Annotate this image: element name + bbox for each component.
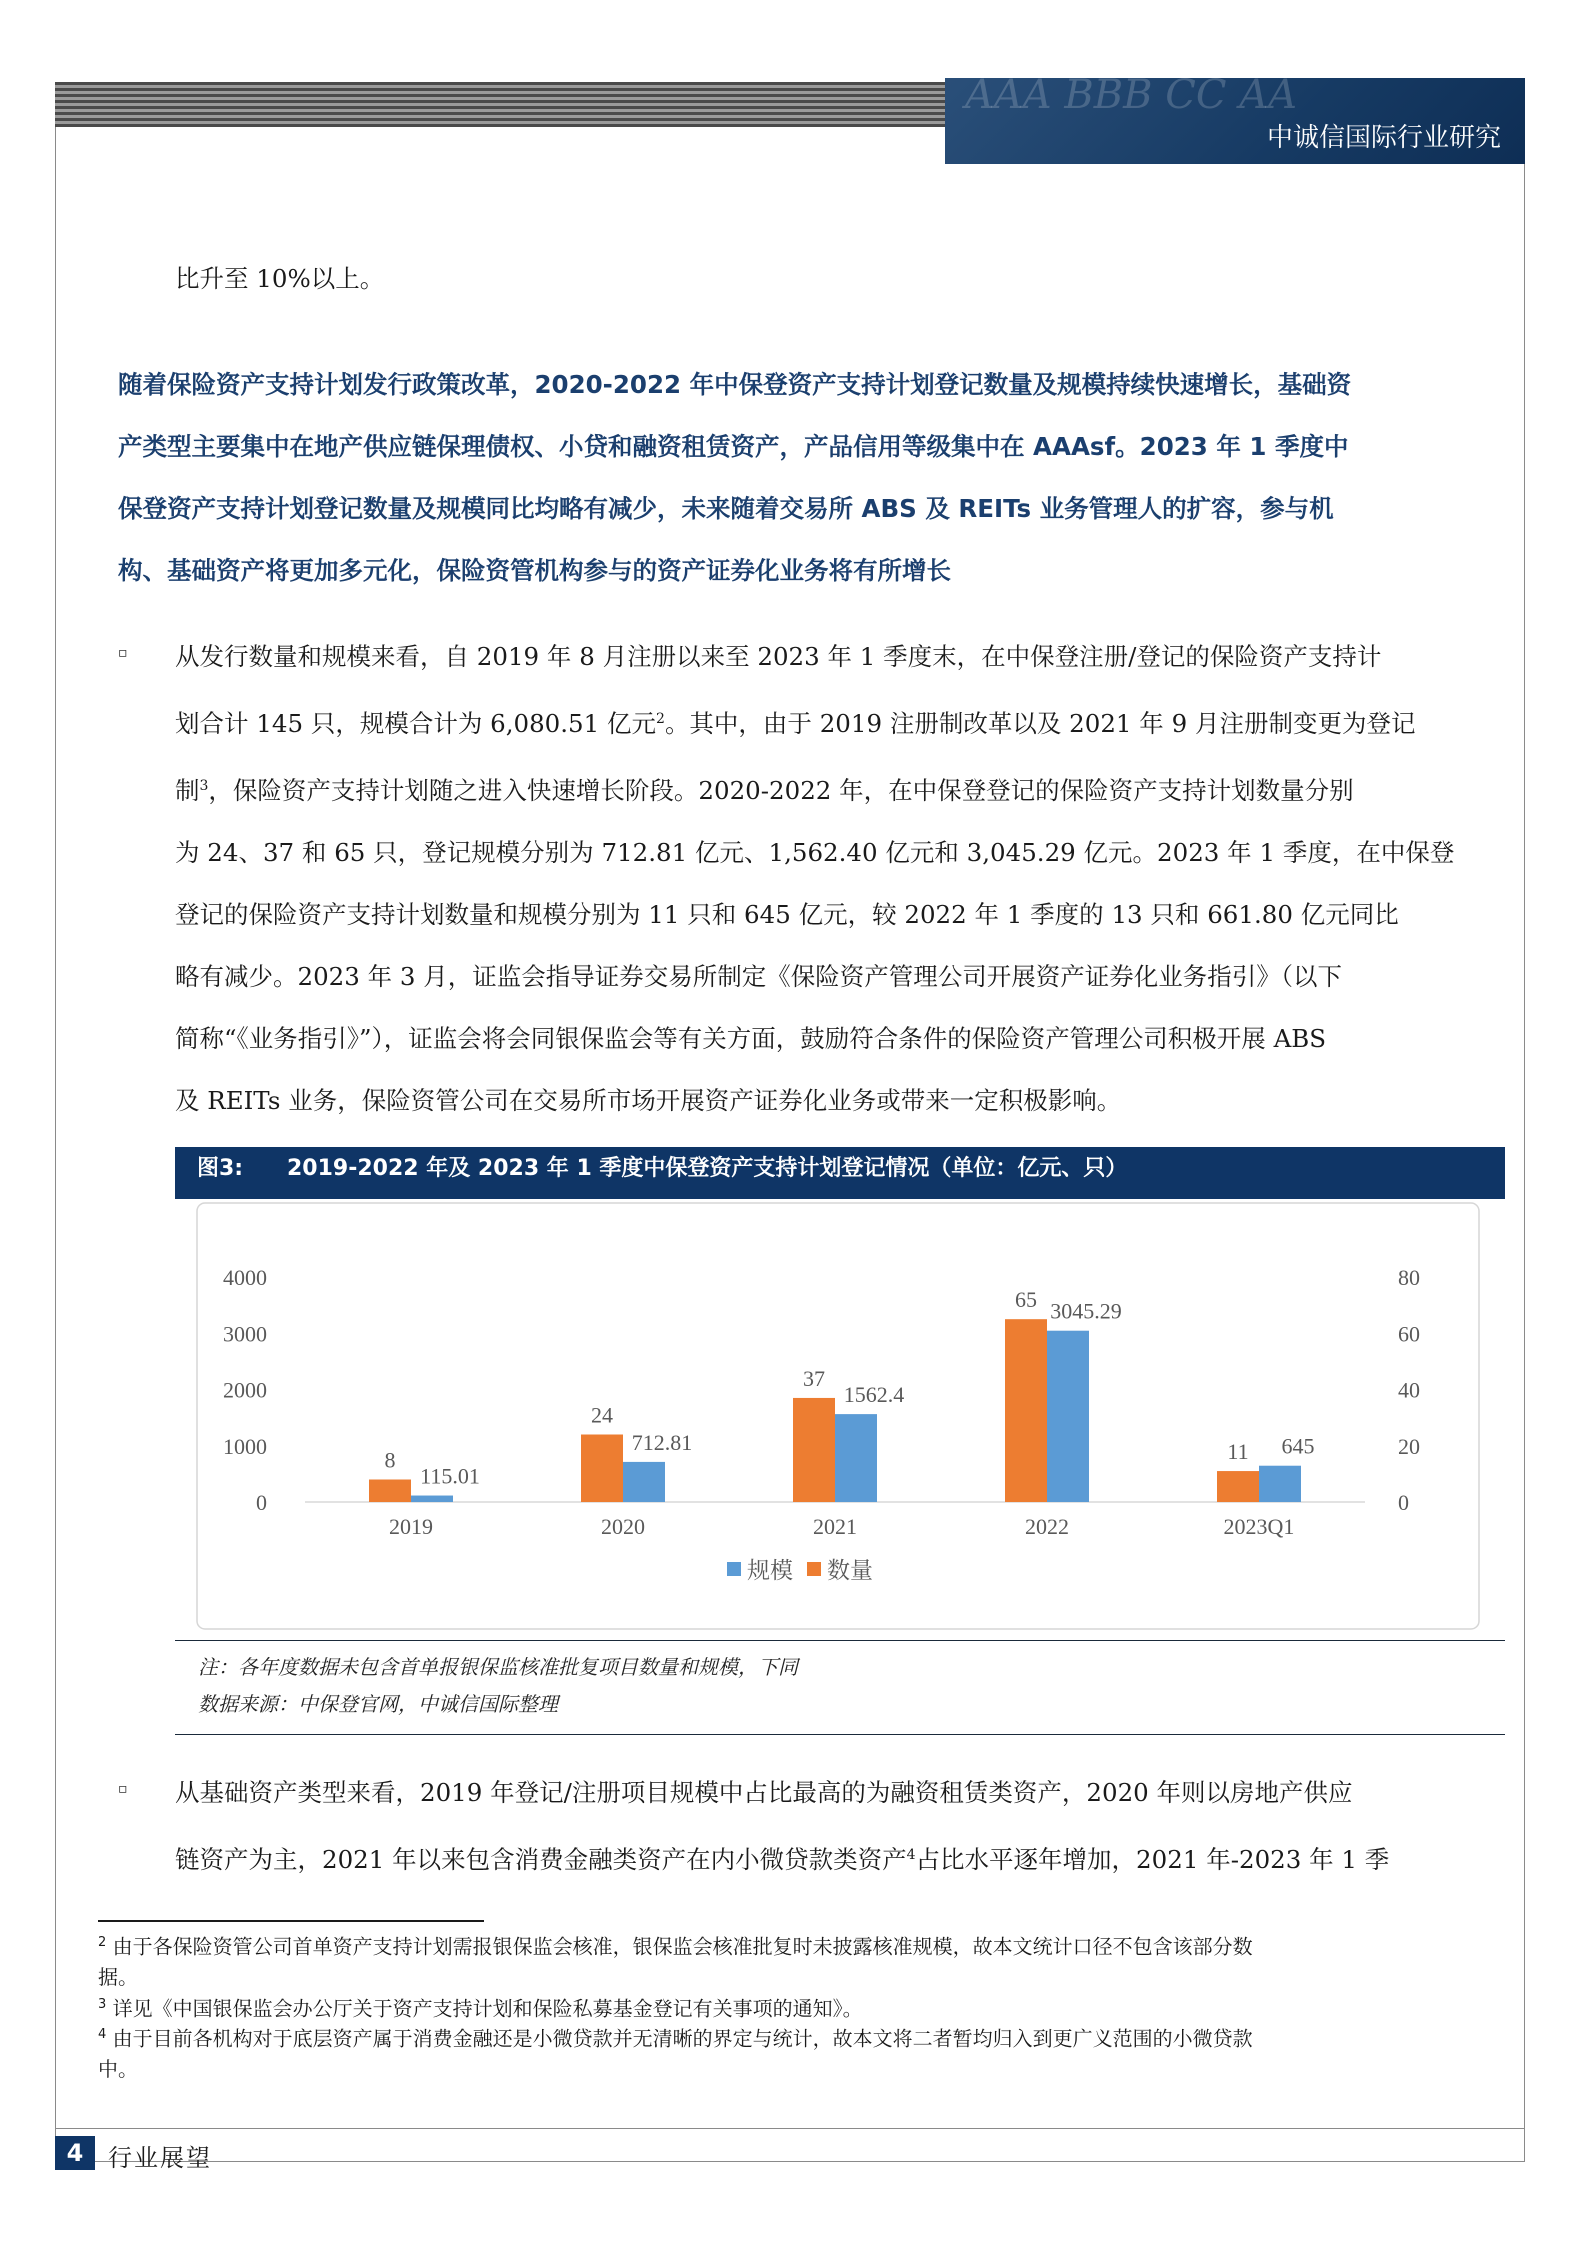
para-line: 制$^3$，保险资产支持计划随之进入快速增长阶段。2020-2022 年，在中保登登记的保险资产支持计划数量分别 xyxy=(175,776,1354,806)
y-right-tick-label: 20 xyxy=(1398,1433,1420,1459)
data-label-quantity: 37 xyxy=(803,1365,825,1391)
para-line: 及 REITs 业务，保险资管公司在交易所市场开展资产证券化业务或带来一定积极影响。 xyxy=(175,1086,1122,1116)
footnote-3: $^3$ 详见《中国银保监会办公厅关于资产支持计划和保险私募基金登记有关事项的通知》。 xyxy=(98,1996,863,2021)
banner-deco-text: AAA BBB CC AA xyxy=(965,78,1297,118)
y-left-tick-label: 0 xyxy=(256,1490,267,1515)
bullet-marker: ▫ xyxy=(118,645,128,661)
x-tick-label: 2021 xyxy=(813,1514,857,1539)
figure-source: 数据来源：中保登官网，中诚信国际整理 xyxy=(198,1692,558,1716)
data-label-quantity: 8 xyxy=(384,1447,396,1473)
figure-title: 2019-2022 年及 2023 年 1 季度中保登资产支持计划登记情况（单位：亿元、只） xyxy=(287,1156,1128,1181)
data-label-size: 115.01 xyxy=(420,1463,480,1489)
bar-quantity xyxy=(369,1480,411,1503)
bar-size xyxy=(1047,1331,1089,1502)
bullet-paragraph-issuance xyxy=(175,626,1495,1132)
legend-label: 数量 xyxy=(827,1558,873,1583)
chart-container xyxy=(175,1199,1505,1639)
data-label-quantity: 11 xyxy=(1227,1439,1249,1465)
y-left-tick-label: 1000 xyxy=(223,1433,267,1459)
data-label-size: 712.81 xyxy=(631,1429,693,1455)
footnote-ref[interactable]: 4 xyxy=(906,1847,916,1863)
header-stripes xyxy=(55,82,945,127)
x-tick-label: 2019 xyxy=(389,1514,433,1539)
footer-label: 行业展望 xyxy=(108,2144,212,2172)
x-tick-label: 2022 xyxy=(1025,1514,1069,1539)
lead-line: 产类型主要集中在地产供应链保理债权、小贷和融资租赁资产，产品信用等级集中在 AAAsf。2023 年 1 季度中 xyxy=(118,432,1349,461)
y-left-tick-label: 4000 xyxy=(223,1265,267,1290)
bar-size xyxy=(835,1414,877,1502)
y-right-tick-label: 80 xyxy=(1398,1265,1420,1290)
legend-label: 规模 xyxy=(747,1558,793,1583)
footnote-4: $^4$ 由于目前各机构对于底层资产属于消费金融还是小微贷款并无清晰的界定与统计，故本文将二者暂均归入到更广义范围的小微贷款 中。 xyxy=(98,2026,1253,2081)
data-label-quantity: 65 xyxy=(1015,1287,1037,1313)
bar-chart xyxy=(175,1199,1505,1639)
bar-size xyxy=(411,1496,453,1502)
para-line: 略有减少。2023 年 3 月，证监会指导证券交易所制定《保险资产管理公司开展资产证券化业务指引》（以下 xyxy=(175,962,1343,992)
continued-line: 比升至 10%以上。 xyxy=(175,264,385,293)
figure-rule-top xyxy=(175,1640,1505,1641)
footnote-ref[interactable]: 2 xyxy=(656,711,665,727)
para-line: 登记的保险资产支持计划数量和规模分别为 11 只和 645 亿元，较 2022 年 1 季度的 13 只和 661.80 亿元同比 xyxy=(175,900,1399,930)
x-tick-label: 2020 xyxy=(601,1514,645,1539)
bullet-paragraph-asset-type xyxy=(175,1762,1495,1891)
footnote-2: $^2$ 由于各保险资管公司首单资产支持计划需报银保监会核准，银保监会核准批复时未披露核准规模，故本文统计口径不包含该部分数 据。 xyxy=(98,1934,1253,1989)
y-right-tick-label: 60 xyxy=(1398,1321,1420,1347)
lead-line: 随着保险资产支持计划发行政策改革，2020-2022 年中保登资产支持计划登记数量及规模持续快速增长，基础资 xyxy=(118,370,1352,399)
header-title: 中诚信国际行业研究 xyxy=(1266,123,1501,153)
y-right-tick-label: 0 xyxy=(1398,1490,1409,1515)
y-left-tick-label: 2000 xyxy=(223,1377,267,1403)
lead-paragraph xyxy=(118,354,1496,602)
footnote-number: 3 xyxy=(98,1997,107,2012)
bar-size xyxy=(623,1462,665,1502)
lead-line: 保登资产支持计划登记数量及规模同比均略有减少，未来随着交易所 ABS 及 REITs 业务管理人的扩容，参与机 xyxy=(118,494,1334,523)
footnote-number: 4 xyxy=(98,2027,107,2042)
y-right-tick-label: 40 xyxy=(1398,1377,1420,1403)
figure-label: 图3: xyxy=(197,1156,244,1181)
legend-swatch xyxy=(727,1562,741,1576)
para-line: 从基础资产类型来看，2019 年登记/注册项目规模中占比最高的为融资租赁类资产，2020 年则以房地产供应 xyxy=(175,1778,1353,1807)
para-line: 为 24、37 和 65 只，登记规模分别为 712.81 亿元、1,562.40 亿元和 3,045.29 亿元。2023 年 1 季度，在中保登 xyxy=(175,838,1455,868)
para-line: 从发行数量和规模来看，自 2019 年 8 月注册以来至 2023 年 1 季度末，在中保登注册/登记的保险资产支持计 xyxy=(175,642,1382,671)
bullet-marker: ▫ xyxy=(118,1781,128,1797)
bar-quantity xyxy=(581,1435,623,1503)
para-line: 简称“《业务指引》”），证监会将会同银保监会等有关方面，鼓励符合条件的保险资产管理公司积极开展 ABS xyxy=(175,1024,1327,1054)
data-label-size: 645 xyxy=(1281,1433,1315,1459)
lead-line: 构、基础资产将更加多元化，保险资管机构参与的资产证券化业务将有所增长 xyxy=(118,556,951,585)
footnote-ref[interactable]: 3 xyxy=(199,778,209,795)
bar-quantity xyxy=(1217,1471,1259,1502)
x-tick-label: 2023Q1 xyxy=(1223,1514,1295,1539)
figure-header xyxy=(175,1147,1505,1199)
data-label-size: 1562.4 xyxy=(843,1382,905,1408)
footnote-number: 2 xyxy=(98,1935,107,1950)
footnote-rule xyxy=(98,1920,484,1922)
figure-note: 注：各年度数据未包含首单报银保监核准批复项目数量和规模，下同 xyxy=(198,1655,798,1679)
header-banner xyxy=(945,78,1525,164)
legend-swatch xyxy=(807,1562,821,1576)
bar-quantity xyxy=(793,1398,835,1502)
para-line: 划合计 145 只，规模合计为 6,080.51 亿元$^2$。其中，由于 2019 注册制改革以及 2021 年 9 月注册制变更为登记 xyxy=(175,709,1416,739)
bar-size xyxy=(1259,1466,1301,1502)
data-label-quantity: 24 xyxy=(591,1402,613,1428)
figure-rule-bottom xyxy=(175,1734,1505,1735)
page-number: 4 xyxy=(55,2136,95,2170)
data-label-size: 3045.29 xyxy=(1050,1298,1122,1324)
footer-rule xyxy=(55,2128,1525,2129)
y-left-tick-label: 3000 xyxy=(223,1321,267,1347)
bar-quantity xyxy=(1005,1319,1047,1502)
para-line: 链资产为主，2021 年以来包含消费金融类资产在内小微贷款类资产$^4$占比水平逐年增加，2021 年-2023 年 1 季 xyxy=(175,1845,1390,1875)
